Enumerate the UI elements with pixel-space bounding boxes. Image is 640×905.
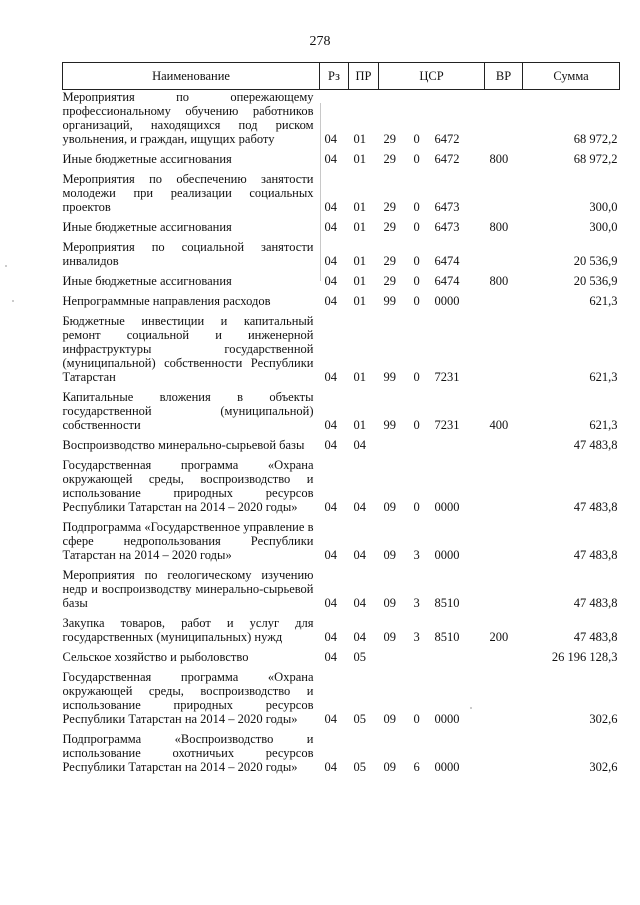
scan-speck	[12, 300, 14, 302]
row-csr-program: 09	[383, 712, 396, 726]
scan-speck	[5, 265, 7, 267]
row-name: Мероприятия по геологическому изучению недр и воспроизводству минерально-сырьевой базы	[62, 568, 314, 610]
row-csr-subprogram: 0	[413, 500, 420, 514]
row-sum: 300,0	[589, 220, 618, 234]
row-name: Воспроизводство минерально-сырьевой базы	[62, 438, 305, 452]
row-name: Государственная программа «Охрана окружающей среды, воспроизводство и использование природных ресурсов Республики Татарстан на 2014 – 2020 годы»	[62, 670, 314, 726]
row-pr: 05	[353, 712, 366, 726]
row-csr-direction: 7231	[434, 418, 460, 432]
row-pr: 01	[353, 220, 366, 234]
row-sum: 68 972,2	[573, 132, 618, 146]
row-vr: 800	[489, 274, 509, 288]
row-csr-program	[379, 647, 409, 667]
row-pr: 01	[353, 418, 366, 432]
row-csr-program: 99	[383, 418, 396, 432]
row-sum: 47 483,8	[573, 548, 618, 562]
row-name: Подпрограмма «Государственное управление в сфере недропользования Республики Татарстан на 2014 – 2020 годы»	[62, 520, 314, 562]
row-rz: 04	[324, 274, 337, 288]
row-name: Государственная программа «Охрана окружающей среды, воспроизводство и использование природных ресурсов Республики Татарстан на 2014 – 2020 годы»	[62, 458, 314, 514]
row-name: Подпрограмма «Воспроизводство и использование охотничьих ресурсов Республики Татарстан на 2014 – 2020 годы»	[62, 732, 314, 774]
row-pr: 01	[353, 254, 366, 268]
row-name: Иные бюджетные ассигнования	[62, 220, 232, 234]
row-csr-subprogram: 0	[413, 294, 420, 308]
row-pr: 04	[353, 548, 366, 562]
row-sum: 302,6	[589, 760, 618, 774]
row-vr	[485, 311, 523, 387]
row-sum: 47 483,8	[573, 438, 618, 452]
row-csr-direction: 6473	[434, 200, 460, 214]
row-csr-direction: 6474	[434, 254, 460, 268]
row-csr-program: 09	[383, 760, 396, 774]
row-csr-program: 29	[383, 274, 396, 288]
header-csr: ЦСР	[379, 63, 485, 90]
row-csr-subprogram: 3	[413, 548, 420, 562]
row-name: Иные бюджетные ассигнования	[62, 152, 232, 166]
row-vr	[485, 291, 523, 311]
row-sum: 621,3	[589, 370, 618, 384]
table-row	[63, 291, 620, 311]
row-sum: 621,3	[589, 418, 618, 432]
header-rz: Рз	[320, 63, 349, 90]
row-csr-direction: 6472	[434, 152, 460, 166]
row-sum: 20 536,9	[573, 254, 618, 268]
row-rz: 04	[324, 200, 337, 214]
row-csr-subprogram: 0	[413, 274, 420, 288]
row-csr-direction: 6473	[434, 220, 460, 234]
row-vr	[485, 517, 523, 565]
row-csr-subprogram: 0	[413, 152, 420, 166]
table-row	[63, 613, 620, 647]
row-vr	[485, 90, 523, 150]
row-pr: 04	[353, 500, 366, 514]
row-csr-program: 09	[383, 596, 396, 610]
table-header-row	[63, 63, 620, 90]
row-rz: 04	[324, 294, 337, 308]
row-rz: 04	[324, 500, 337, 514]
table-row	[63, 311, 620, 387]
row-vr	[485, 667, 523, 729]
row-csr-program: 29	[383, 200, 396, 214]
table-row	[63, 149, 620, 169]
row-vr: 400	[489, 418, 509, 432]
row-csr-subprogram: 0	[413, 220, 420, 234]
row-csr-program	[379, 435, 409, 455]
row-name: Мероприятия по обеспечению занятости молодежи при реализации социальных проектов	[62, 172, 314, 214]
row-rz: 04	[324, 438, 337, 452]
table-row	[63, 565, 620, 613]
row-rz: 04	[324, 418, 337, 432]
row-rz: 04	[324, 650, 337, 664]
row-csr-subprogram: 0	[413, 418, 420, 432]
row-pr: 04	[353, 630, 366, 644]
row-name: Бюджетные инвестиции и капитальный ремонт социальной и инженерной инфраструктуры государственной (муниципальной) собственности Республики Татарстан	[62, 314, 314, 384]
row-name: Иные бюджетные ассигнования	[62, 274, 232, 288]
row-csr-subprogram: 3	[413, 596, 420, 610]
row-pr: 05	[353, 650, 366, 664]
row-name: Сельское хозяйство и рыболовство	[62, 650, 249, 664]
row-vr: 200	[489, 630, 509, 644]
row-rz: 04	[324, 712, 337, 726]
row-csr-direction: 0000	[434, 500, 460, 514]
table-row	[63, 90, 620, 150]
table-row	[63, 667, 620, 729]
row-name: Капитальные вложения в объекты государственной (муниципальной) собственности	[62, 390, 314, 432]
row-csr-program: 29	[383, 220, 396, 234]
header-sum: Сумма	[523, 63, 620, 90]
row-rz: 04	[324, 596, 337, 610]
row-sum: 68 972,2	[573, 152, 618, 166]
row-csr-subprogram: 6	[413, 760, 420, 774]
row-vr: 800	[489, 152, 509, 166]
row-sum: 621,3	[589, 294, 618, 308]
table-row	[63, 455, 620, 517]
table-row	[63, 271, 620, 291]
header-name: Наименование	[63, 63, 320, 90]
row-vr: 800	[489, 220, 509, 234]
row-csr-direction: 8510	[434, 630, 460, 644]
row-pr: 01	[353, 132, 366, 146]
row-csr-subprogram: 0	[413, 200, 420, 214]
row-csr-subprogram	[409, 647, 430, 667]
row-vr	[485, 435, 523, 455]
row-pr: 01	[353, 370, 366, 384]
row-pr: 05	[353, 760, 366, 774]
table-row	[63, 435, 620, 455]
row-csr-program: 29	[383, 152, 396, 166]
row-rz: 04	[324, 760, 337, 774]
row-vr	[485, 647, 523, 667]
row-csr-subprogram: 0	[413, 254, 420, 268]
page-number: 278	[309, 34, 331, 49]
row-name: Непрограммные направления расходов	[62, 294, 271, 308]
row-vr	[485, 169, 523, 217]
row-pr: 01	[353, 200, 366, 214]
row-sum: 47 483,8	[573, 596, 618, 610]
row-rz: 04	[324, 220, 337, 234]
row-csr-program: 09	[383, 500, 396, 514]
row-vr	[485, 237, 523, 271]
header-pr: ПР	[349, 63, 379, 90]
row-name: Мероприятия по опережающему профессиональному обучению работников организаций, находящихся под риском увольнения, и граждан, ищущих работу	[62, 90, 314, 146]
row-vr	[485, 455, 523, 517]
row-rz: 04	[324, 152, 337, 166]
row-pr: 01	[353, 274, 366, 288]
row-sum: 20 536,9	[573, 274, 618, 288]
table-row	[63, 387, 620, 435]
row-csr-direction	[430, 647, 485, 667]
row-sum: 302,6	[589, 712, 618, 726]
table-row	[63, 237, 620, 271]
header-vr: ВР	[485, 63, 523, 90]
row-csr-subprogram: 3	[413, 630, 420, 644]
budget-table	[62, 62, 620, 777]
row-pr: 04	[353, 596, 366, 610]
row-csr-program: 99	[383, 370, 396, 384]
row-csr-subprogram: 0	[413, 370, 420, 384]
row-csr-direction: 6472	[434, 132, 460, 146]
table-row	[63, 647, 620, 667]
row-csr-direction: 0000	[434, 294, 460, 308]
row-csr-subprogram: 0	[413, 132, 420, 146]
row-csr-direction	[430, 435, 485, 455]
row-vr	[485, 565, 523, 613]
row-sum: 26 196 128,3	[551, 650, 618, 664]
table-row	[63, 517, 620, 565]
row-csr-program: 09	[383, 548, 396, 562]
row-rz: 04	[324, 548, 337, 562]
row-csr-program: 09	[383, 630, 396, 644]
row-csr-program: 99	[383, 294, 396, 308]
table-row	[63, 169, 620, 217]
row-csr-direction: 8510	[434, 596, 460, 610]
row-csr-subprogram	[409, 435, 430, 455]
row-vr	[485, 729, 523, 777]
row-csr-subprogram: 0	[413, 712, 420, 726]
row-sum: 47 483,8	[573, 630, 618, 644]
row-pr: 01	[353, 152, 366, 166]
row-sum: 300,0	[589, 200, 618, 214]
row-rz: 04	[324, 254, 337, 268]
row-csr-program: 29	[383, 132, 396, 146]
row-sum: 47 483,8	[573, 500, 618, 514]
row-rz: 04	[324, 370, 337, 384]
table-row	[63, 729, 620, 777]
table-row	[63, 217, 620, 237]
row-pr: 01	[353, 294, 366, 308]
row-csr-direction: 0000	[434, 548, 460, 562]
row-rz: 04	[324, 630, 337, 644]
row-csr-direction: 7231	[434, 370, 460, 384]
row-pr: 04	[353, 438, 366, 452]
row-csr-program: 29	[383, 254, 396, 268]
row-csr-direction: 0000	[434, 712, 460, 726]
row-name: Закупка товаров, работ и услуг для государственных (муниципальных) нужд	[62, 616, 314, 644]
row-name: Мероприятия по социальной занятости инвалидов	[62, 240, 314, 268]
row-csr-direction: 0000	[434, 760, 460, 774]
row-csr-direction: 6474	[434, 274, 460, 288]
row-rz: 04	[324, 132, 337, 146]
